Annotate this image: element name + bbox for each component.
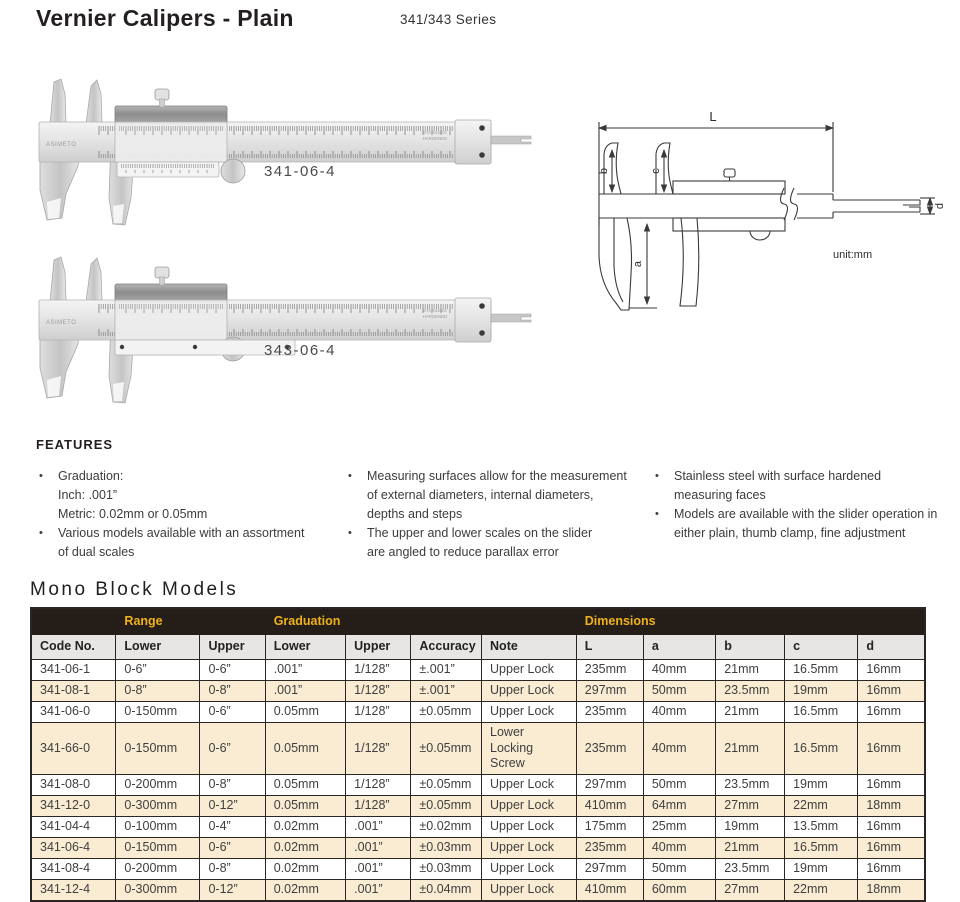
diagram-beam	[599, 188, 833, 220]
table-cell: 0-150mm	[116, 723, 200, 775]
table-cell: 341-06-1	[31, 660, 116, 681]
table-cell: 1/128”	[346, 702, 411, 723]
feature-line: either plain, thumb clamp, fine adjustment	[674, 526, 906, 540]
page-title: Vernier Calipers - Plain	[36, 5, 294, 31]
diagram-slider	[673, 169, 785, 240]
table-cell: .001”	[265, 660, 345, 681]
table-cell: 341-08-0	[31, 774, 116, 795]
table-cell: 1/128”	[346, 660, 411, 681]
table-cell: 21mm	[716, 660, 785, 681]
svg-text:b: b	[598, 167, 610, 175]
table-cell: 341-08-1	[31, 681, 116, 702]
table-cell: 21mm	[716, 837, 785, 858]
column-header: a	[643, 635, 715, 660]
table-cell: Upper Lock	[482, 837, 577, 858]
table-cell: 0-150mm	[116, 837, 200, 858]
table-cell: 16.5mm	[785, 702, 858, 723]
table-cell: 16mm	[858, 774, 925, 795]
dimension-b	[598, 150, 612, 192]
table-cell: 60mm	[643, 879, 715, 900]
group-header-spacer	[482, 608, 577, 635]
feature-line: Graduation:	[58, 469, 124, 483]
table-cell: 18mm	[858, 795, 925, 816]
feature-line: measuring faces	[674, 488, 766, 502]
caliper-photo-343-06-4	[35, 256, 535, 406]
table-cell: 297mm	[576, 774, 643, 795]
table-row	[31, 879, 925, 900]
table-cell: 40mm	[643, 723, 715, 775]
table-row	[31, 858, 925, 879]
table-cell: 23.5mm	[716, 681, 785, 702]
table-cell: 0-6”	[116, 660, 200, 681]
table-title: Mono Block Models	[30, 579, 239, 600]
table-cell: 235mm	[576, 660, 643, 681]
table-cell: 23.5mm	[716, 774, 785, 795]
table-cell: 175mm	[576, 816, 643, 837]
table-cell: 0-200mm	[116, 774, 200, 795]
features-column-2	[345, 467, 645, 562]
table-cell: ±0.03mm	[411, 858, 482, 879]
table-cell: 0.05mm	[265, 795, 345, 816]
table-cell: 19mm	[785, 681, 858, 702]
table-cell: 16mm	[858, 702, 925, 723]
column-header: Code No.	[31, 635, 116, 660]
feature-line: Inch: .001”	[58, 488, 118, 502]
table-cell: 40mm	[643, 837, 715, 858]
table-cell: ±0.05mm	[411, 723, 482, 775]
group-header-spacer	[31, 608, 116, 635]
group-header-spacer	[411, 608, 482, 635]
table-cell: 0-12”	[200, 795, 265, 816]
table-cell: 21mm	[716, 723, 785, 775]
table-cell: 297mm	[576, 858, 643, 879]
feature-item	[345, 524, 645, 562]
table-cell: 25mm	[643, 816, 715, 837]
table-cell: 0-8”	[116, 681, 200, 702]
diagram-depth-rod	[833, 200, 920, 212]
table-row	[31, 816, 925, 837]
table-cell: 16mm	[858, 660, 925, 681]
table-cell: 0-12”	[200, 879, 265, 900]
column-header: L	[576, 635, 643, 660]
table-cell: 19mm	[785, 858, 858, 879]
table-cell: 0-4”	[200, 816, 265, 837]
column-header: Upper	[346, 635, 411, 660]
table-cell: ±0.04mm	[411, 879, 482, 900]
table-cell: 341-06-4	[31, 837, 116, 858]
table-cell: Upper Lock	[482, 858, 577, 879]
table-cell: 235mm	[576, 702, 643, 723]
product-caption-2: 343-06-4	[263, 342, 337, 359]
table-cell: 16mm	[858, 681, 925, 702]
table-cell: 0.05mm	[265, 702, 345, 723]
feature-line: Measuring surfaces allow for the measurement	[367, 469, 627, 483]
bullet-glyph: •	[655, 508, 659, 520]
table-cell: 13.5mm	[785, 816, 858, 837]
column-header: Lower	[116, 635, 200, 660]
table-cell: 27mm	[716, 795, 785, 816]
table-cell: 21mm	[716, 702, 785, 723]
bullet-glyph: •	[39, 470, 43, 482]
table-cell: Upper Lock	[482, 879, 577, 900]
table-cell: 0-6”	[200, 837, 265, 858]
column-header: Note	[482, 635, 577, 660]
table-cell: 0.02mm	[265, 816, 345, 837]
table-cell: 50mm	[643, 774, 715, 795]
table-cell: 0-200mm	[116, 858, 200, 879]
unit-label: unit:mm	[833, 249, 873, 261]
table-row	[31, 774, 925, 795]
column-header: Lower	[265, 635, 345, 660]
group-header-dimensions: Dimensions	[576, 608, 925, 635]
group-header-range: Range	[116, 608, 265, 635]
table-cell: 18mm	[858, 879, 925, 900]
diagram-lower-fixed-jaw	[599, 218, 632, 310]
feature-item	[652, 505, 952, 543]
table-group-header-row	[31, 608, 925, 635]
table-cell: ±0.05mm	[411, 774, 482, 795]
table-cell: 0-6”	[200, 702, 265, 723]
table-cell: 16.5mm	[785, 660, 858, 681]
feature-line: Various models available with an assortment	[58, 526, 305, 540]
feature-line: of external diameters, internal diameters,	[367, 488, 594, 502]
table-cell: 0.05mm	[265, 774, 345, 795]
svg-text:d: d	[934, 202, 946, 210]
table-cell: 341-04-4	[31, 816, 116, 837]
table-cell: 0-8”	[200, 774, 265, 795]
table-cell: 16mm	[858, 723, 925, 775]
svg-text:a: a	[632, 260, 644, 268]
table-cell: ±0.03mm	[411, 837, 482, 858]
table-cell: Upper Lock	[482, 702, 577, 723]
table-cell: 297mm	[576, 681, 643, 702]
group-header-graduation: Graduation	[265, 608, 411, 635]
column-header: Upper	[200, 635, 265, 660]
table-cell: .001”	[346, 837, 411, 858]
table-cell: .001”	[265, 681, 345, 702]
table-cell: Upper Lock	[482, 774, 577, 795]
table-cell: 0-300mm	[116, 879, 200, 900]
feature-item	[345, 467, 645, 524]
table-cell: Lower Locking Screw	[482, 723, 577, 775]
svg-text:c: c	[650, 168, 662, 174]
table-cell: 235mm	[576, 837, 643, 858]
bullet-glyph: •	[348, 470, 352, 482]
dimension-diagram	[585, 106, 955, 321]
table-cell: 27mm	[716, 879, 785, 900]
table-cell: 16mm	[858, 858, 925, 879]
table-cell: 341-12-4	[31, 879, 116, 900]
table-cell: 341-66-0	[31, 723, 116, 775]
features-heading: FEATURES	[36, 437, 114, 452]
feature-item	[36, 524, 336, 562]
bullet-glyph: •	[39, 527, 43, 539]
table-subheader-row	[31, 635, 925, 660]
feature-line: The upper and lower scales on the slider	[367, 526, 593, 540]
features-column-1	[36, 467, 336, 562]
table-cell: 341-08-4	[31, 858, 116, 879]
table-cell: 23.5mm	[716, 858, 785, 879]
column-header: d	[858, 635, 925, 660]
table-cell: 0-8”	[200, 858, 265, 879]
feature-line: Metric: 0.02mm or 0.05mm	[58, 507, 208, 521]
table-row	[31, 660, 925, 681]
table-row	[31, 723, 925, 775]
feature-item	[652, 467, 952, 505]
table-cell: 0.05mm	[265, 723, 345, 775]
caliper-photo-341-06-4	[35, 78, 535, 228]
table-cell: 40mm	[643, 660, 715, 681]
product-caption-1: 341-06-4	[263, 163, 337, 180]
table-cell: .001”	[346, 879, 411, 900]
table-cell: 64mm	[643, 795, 715, 816]
table-cell: 0-6”	[200, 723, 265, 775]
table-cell: 1/128”	[346, 681, 411, 702]
dimension-c	[650, 150, 664, 192]
table-cell: 410mm	[576, 879, 643, 900]
table-cell: 16.5mm	[785, 837, 858, 858]
dimension-a	[629, 224, 657, 308]
table-cell: 341-12-0	[31, 795, 116, 816]
table-cell: .001”	[346, 816, 411, 837]
bullet-glyph: •	[348, 527, 352, 539]
table-row	[31, 795, 925, 816]
table-body	[31, 660, 925, 901]
table-cell: 19mm	[716, 816, 785, 837]
table-cell: ±.001”	[411, 681, 482, 702]
table-cell: 16mm	[858, 837, 925, 858]
table-cell: 410mm	[576, 795, 643, 816]
feature-line: of dual scales	[58, 545, 135, 559]
table-row	[31, 681, 925, 702]
table-cell: 341-06-0	[31, 702, 116, 723]
column-header: Accuracy	[411, 635, 482, 660]
table-cell: 22mm	[785, 795, 858, 816]
bullet-glyph: •	[655, 470, 659, 482]
table-cell: 0-150mm	[116, 702, 200, 723]
feature-item	[36, 467, 336, 524]
table-cell: ±0.05mm	[411, 795, 482, 816]
table-cell: 50mm	[643, 858, 715, 879]
table-cell: 16mm	[858, 816, 925, 837]
table-cell: 1/128”	[346, 723, 411, 775]
table-cell: 50mm	[643, 681, 715, 702]
table-cell: 0.02mm	[265, 858, 345, 879]
table-cell: Upper Lock	[482, 795, 577, 816]
column-header: c	[785, 635, 858, 660]
dimension-d	[920, 198, 946, 214]
feature-line: Stainless steel with surface hardened	[674, 469, 882, 483]
feature-line: are angled to reduce parallax error	[367, 545, 559, 559]
feature-line: Models are available with the slider operation in	[674, 507, 938, 521]
svg-text:L: L	[709, 109, 717, 124]
table-cell: ±.001”	[411, 660, 482, 681]
table-row	[31, 837, 925, 858]
features-column-3	[652, 467, 952, 543]
table-cell: 0-100mm	[116, 816, 200, 837]
table-cell: 0-6”	[200, 660, 265, 681]
table-cell: ±0.02mm	[411, 816, 482, 837]
feature-line: depths and steps	[367, 507, 463, 521]
table-cell: Upper Lock	[482, 681, 577, 702]
table-cell: 0.02mm	[265, 837, 345, 858]
table-cell: Upper Lock	[482, 660, 577, 681]
table-cell: 1/128”	[346, 795, 411, 816]
table-cell: ±0.05mm	[411, 702, 482, 723]
spec-table	[30, 607, 926, 902]
table-row	[31, 702, 925, 723]
table-cell: .001”	[346, 858, 411, 879]
table-cell: Upper Lock	[482, 816, 577, 837]
table-cell: 235mm	[576, 723, 643, 775]
table-cell: 40mm	[643, 702, 715, 723]
table-cell: 16.5mm	[785, 723, 858, 775]
table-cell: 22mm	[785, 879, 858, 900]
column-header: b	[716, 635, 785, 660]
table-cell: 0-8”	[200, 681, 265, 702]
table-cell: 19mm	[785, 774, 858, 795]
table-cell: 0-300mm	[116, 795, 200, 816]
table-cell: 0.02mm	[265, 879, 345, 900]
series-label: 341/343 Series	[400, 12, 497, 27]
table-cell: 1/128”	[346, 774, 411, 795]
